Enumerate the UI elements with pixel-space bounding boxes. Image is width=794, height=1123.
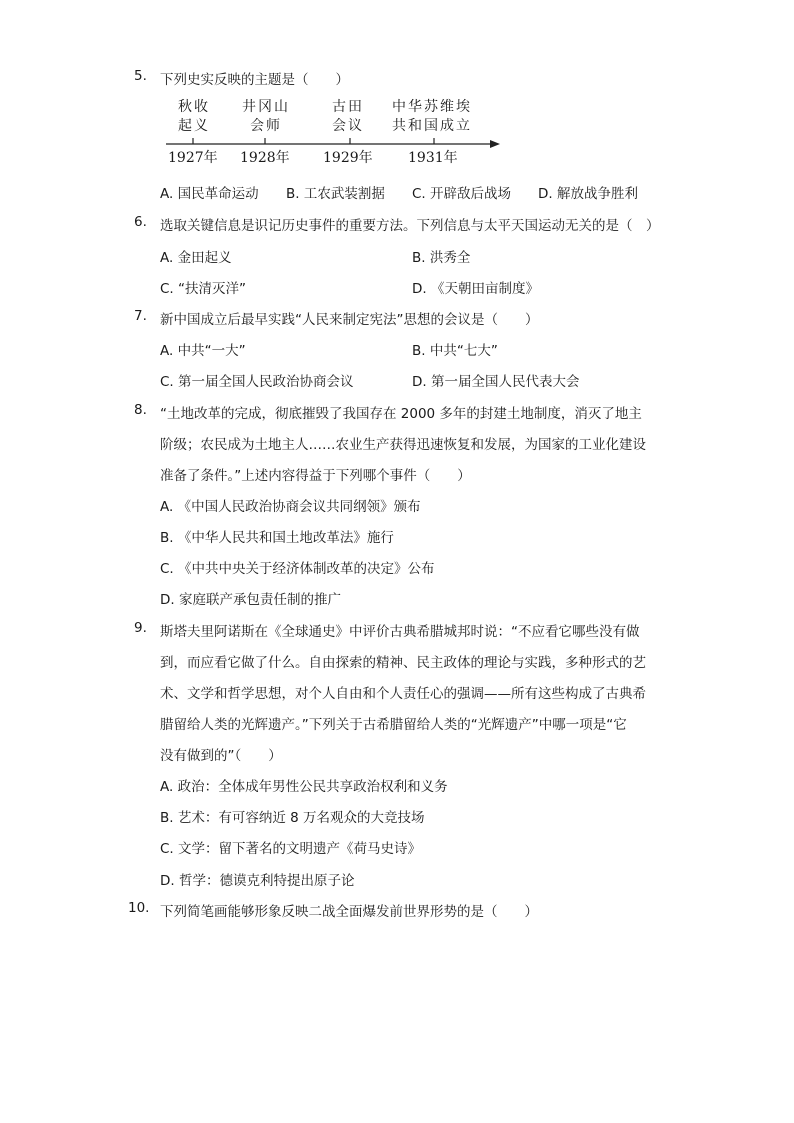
q6-stem: 选取关键信息是识记历史事件的重要方法。下列信息与太平天国运动无关的是（ ） <box>160 218 660 234</box>
timeline-event-1-line1: 秋收 <box>178 99 210 115</box>
q8-option-d: D. 家庭联产承包责任制的推广 <box>160 592 341 608</box>
q9-option-d: D. 哲学：德谟克利特提出原子论 <box>160 873 355 889</box>
timeline-event-3-line1: 古田 <box>332 99 364 115</box>
q6-option-c: C. “扶清灭洋” <box>160 281 246 297</box>
q9-option-b: B. 艺术：有可容纳近 8 万名观众的大竞技场 <box>160 810 425 826</box>
q9-stem-line-1: 斯塔夫里阿诺斯在《全球通史》中评价古典希腊城邦时说：“不应看它哪些没有做 <box>160 624 640 640</box>
q7-option-a: A. 中共“一大” <box>160 343 246 359</box>
q7-option-c: C. 第一届全国人民政治协商会议 <box>160 374 354 390</box>
q8-number: 8. <box>134 402 147 418</box>
timeline-year-4: 1931年 <box>408 150 458 166</box>
q9-option-c: C. 文学：留下著名的文明遗产《荷马史诗》 <box>160 841 422 857</box>
timeline-event-1-line2: 起义 <box>178 118 210 134</box>
q10-stem: 下列简笔画能够形象反映二战全面爆发前世界形势的是（ ） <box>160 904 538 920</box>
q7-option-b: B. 中共“七大” <box>412 343 498 359</box>
q10-number: 10. <box>128 900 150 916</box>
q6-option-d: D. 《天朝田亩制度》 <box>412 281 539 297</box>
q5-stem: 下列史实反映的主题是（ ） <box>160 72 349 88</box>
q9-stem-line-3: 术、文学和哲学思想，对个人自由和个人责任心的强调——所有这些构成了古典希 <box>160 686 646 702</box>
timeline-year-1: 1927年 <box>168 150 218 166</box>
q9-stem-line-2: 到，而应看它做了什么。自由探索的精神、民主政体的理论与实践，多种形式的艺 <box>160 655 646 671</box>
q8-option-b: B. 《中华人民共和国土地改革法》施行 <box>160 530 394 546</box>
timeline-year-3: 1929年 <box>323 150 373 166</box>
q8-stem-line-3: 准备了条件。”上述内容得益于下列哪个事件（ ） <box>160 468 471 484</box>
q7-stem: 新中国成立后最早实践“人民来制定宪法”思想的会议是（ ） <box>160 312 539 328</box>
q5-option-a: A. 国民革命运动 <box>160 186 259 202</box>
q6-number: 6. <box>134 214 147 230</box>
q7-number: 7. <box>134 308 147 324</box>
q5-number: 5. <box>134 68 147 84</box>
q8-stem-line-2: 阶级；农民成为土地主人……农业生产获得迅速恢复和发展，为国家的工业化建设 <box>160 437 646 453</box>
q5-option-d: D. 解放战争胜利 <box>538 186 638 202</box>
q8-stem-line-1: “土地改革的完成，彻底摧毁了我国存在 2000 多年的封建土地制度，消灭了地主 <box>160 406 642 422</box>
timeline-event-4-line2: 共和国成立 <box>392 118 472 134</box>
timeline-arrow-icon <box>490 140 500 148</box>
q5-option-c: C. 开辟敌后战场 <box>412 186 512 202</box>
q5-option-b: B. 工农武装割据 <box>286 186 385 202</box>
q9-stem-line-4: 腊留给人类的光辉遗产。”下列关于古希腊留给人类的“光辉遗产”中哪一项是“它 <box>160 717 627 733</box>
timeline-event-2-line1: 井冈山 <box>242 99 290 115</box>
timeline-event-2-line2: 会师 <box>250 118 282 134</box>
q6-option-a: A. 金田起义 <box>160 250 232 266</box>
q6-option-b: B. 洪秀全 <box>412 250 471 266</box>
q9-stem-line-5: 没有做到的”（ ） <box>160 748 282 764</box>
q8-option-a: A. 《中国人民政治协商会议共同纲领》颁布 <box>160 499 421 515</box>
q5-timeline <box>160 95 505 170</box>
q8-option-c: C. 《中共中央关于经济体制改革的决定》公布 <box>160 561 435 577</box>
q9-option-a: A. 政治：全体成年男性公民共享政治权利和义务 <box>160 779 448 795</box>
timeline-year-2: 1928年 <box>240 150 290 166</box>
timeline-event-4-line1: 中华苏维埃 <box>392 99 472 115</box>
q7-option-d: D. 第一届全国人民代表大会 <box>412 374 580 390</box>
timeline-event-3-line2: 会议 <box>332 118 364 134</box>
q9-number: 9. <box>134 620 147 636</box>
